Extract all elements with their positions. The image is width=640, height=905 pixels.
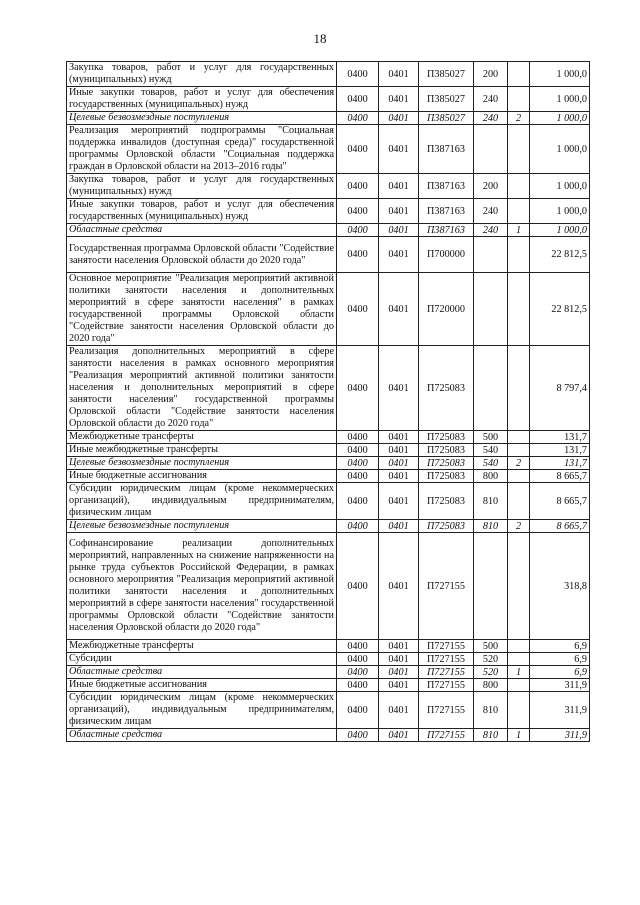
row-amount: 22 812,5 [530, 237, 590, 273]
row-funding-source [508, 653, 530, 666]
row-name: Межбюджетные трансферты [67, 431, 337, 444]
row-target-article: П727155 [419, 533, 474, 640]
row-funding-source [508, 62, 530, 87]
table-row [67, 640, 590, 653]
row-expense-type: 240 [474, 87, 508, 112]
table-row [67, 692, 590, 729]
row-expense-type: 240 [474, 199, 508, 224]
row-section: 0400 [337, 237, 379, 273]
row-funding-source: 1 [508, 729, 530, 742]
row-name: Областные средства [67, 666, 337, 679]
table-row [67, 483, 590, 520]
row-funding-source [508, 470, 530, 483]
row-target-article: П700000 [419, 237, 474, 273]
budget-table [66, 61, 590, 742]
row-amount: 1 000,0 [530, 112, 590, 125]
row-target-article: П725083 [419, 520, 474, 533]
row-subsection: 0401 [379, 125, 419, 174]
row-section: 0400 [337, 431, 379, 444]
row-target-article: П727155 [419, 692, 474, 729]
row-amount: 1 000,0 [530, 199, 590, 224]
table-row [67, 224, 590, 237]
row-name: Субсидии [67, 653, 337, 666]
row-target-article: П727155 [419, 640, 474, 653]
row-funding-source [508, 273, 530, 346]
row-subsection: 0401 [379, 174, 419, 199]
row-funding-source [508, 444, 530, 457]
row-section: 0400 [337, 692, 379, 729]
row-expense-type: 810 [474, 483, 508, 520]
row-name: Иные бюджетные ассигнования [67, 470, 337, 483]
row-amount: 1 000,0 [530, 125, 590, 174]
row-expense-type: 810 [474, 520, 508, 533]
row-expense-type: 540 [474, 457, 508, 470]
row-target-article: П727155 [419, 679, 474, 692]
row-section: 0400 [337, 457, 379, 470]
row-subsection: 0401 [379, 729, 419, 742]
row-target-article: П387163 [419, 125, 474, 174]
row-subsection: 0401 [379, 273, 419, 346]
row-name: Областные средства [67, 224, 337, 237]
table-row [67, 199, 590, 224]
row-name: Субсидии юридическим лицам (кроме некоммерческих организаций), индивидуальным предпринимателям, физическим лицам [67, 692, 337, 729]
row-expense-type: 520 [474, 666, 508, 679]
row-name: Закупка товаров, работ и услуг для государственных (муниципальных) нужд [67, 174, 337, 199]
table-row [67, 470, 590, 483]
row-amount: 311,9 [530, 679, 590, 692]
row-funding-source [508, 483, 530, 520]
row-name: Целевые безвозмездные поступления [67, 457, 337, 470]
row-target-article: П387163 [419, 199, 474, 224]
row-expense-type [474, 346, 508, 431]
row-target-article: П720000 [419, 273, 474, 346]
row-section: 0400 [337, 112, 379, 125]
row-name: Софинансирование реализации дополнительных мероприятий, направленных на снижение напряженности на рынке труда субъектов Российской Федерации, в рамках основного мероприятия "Реализация мероприятий активной политики занятости населения и дополнительных мероприятий в сфере занятости населения" государственной программы Орловской области "Содействие занятости населения Орловской области до 2020 года" [67, 533, 337, 640]
row-section: 0400 [337, 533, 379, 640]
row-section: 0400 [337, 346, 379, 431]
table-row [67, 346, 590, 431]
row-name: Иные закупки товаров, работ и услуг для обеспечения государственных (муниципальных) нужд [67, 87, 337, 112]
table-row [67, 112, 590, 125]
row-name: Субсидии юридическим лицам (кроме некоммерческих организаций), индивидуальным предпринимателям, физическим лицам [67, 483, 337, 520]
row-section: 0400 [337, 174, 379, 199]
row-section: 0400 [337, 87, 379, 112]
row-subsection: 0401 [379, 533, 419, 640]
row-subsection: 0401 [379, 444, 419, 457]
row-section: 0400 [337, 679, 379, 692]
row-expense-type: 500 [474, 431, 508, 444]
row-expense-type: 240 [474, 112, 508, 125]
row-name: Основное мероприятие "Реализация мероприятий активной политики занятости населения и дополнительных мероприятий в сфере занятости населения" в рамках государственной программы Орловской области "Содействие занятости населения Орловской области до 2020 года" [67, 273, 337, 346]
row-subsection: 0401 [379, 666, 419, 679]
table-row [67, 653, 590, 666]
row-target-article: П725083 [419, 457, 474, 470]
row-amount: 131,7 [530, 444, 590, 457]
row-funding-source [508, 174, 530, 199]
row-target-article: П385027 [419, 62, 474, 87]
table-row [67, 520, 590, 533]
row-amount: 8 665,7 [530, 483, 590, 520]
row-subsection: 0401 [379, 431, 419, 444]
row-amount: 8 797,4 [530, 346, 590, 431]
row-target-article: П727155 [419, 653, 474, 666]
row-section: 0400 [337, 199, 379, 224]
table-row [67, 125, 590, 174]
row-target-article: П725083 [419, 444, 474, 457]
row-name: Иные закупки товаров, работ и услуг для обеспечения государственных (муниципальных) нужд [67, 199, 337, 224]
row-funding-source [508, 237, 530, 273]
row-funding-source [508, 87, 530, 112]
row-expense-type: 810 [474, 729, 508, 742]
row-funding-source [508, 533, 530, 640]
row-target-article: П725083 [419, 483, 474, 520]
row-expense-type: 800 [474, 679, 508, 692]
row-subsection: 0401 [379, 224, 419, 237]
row-subsection: 0401 [379, 87, 419, 112]
row-name: Реализация дополнительных мероприятий в сфере занятости населения в рамках основного мероприятия "Реализация мероприятий активной политики занятости населения и дополнительных мероприятий в сфере занятости населения" государственной программы Орловской области "Содействие занятости населения Орловской области до 2020 года" [67, 346, 337, 431]
table-row [67, 444, 590, 457]
table-row [67, 533, 590, 640]
row-expense-type: 540 [474, 444, 508, 457]
row-amount: 6,9 [530, 640, 590, 653]
row-expense-type [474, 273, 508, 346]
row-target-article: П385027 [419, 87, 474, 112]
row-target-article: П725083 [419, 346, 474, 431]
table-row [67, 457, 590, 470]
row-funding-source: 1 [508, 224, 530, 237]
row-name: Иные межбюджетные трансферты [67, 444, 337, 457]
row-subsection: 0401 [379, 653, 419, 666]
row-target-article: П387163 [419, 174, 474, 199]
row-amount: 311,9 [530, 729, 590, 742]
row-section: 0400 [337, 640, 379, 653]
row-section: 0400 [337, 62, 379, 87]
row-amount: 131,7 [530, 431, 590, 444]
row-expense-type: 240 [474, 224, 508, 237]
row-subsection: 0401 [379, 62, 419, 87]
row-expense-type: 810 [474, 692, 508, 729]
row-amount: 1 000,0 [530, 224, 590, 237]
row-funding-source [508, 640, 530, 653]
row-name: Целевые безвозмездные поступления [67, 520, 337, 533]
row-section: 0400 [337, 224, 379, 237]
row-expense-type [474, 533, 508, 640]
row-name: Межбюджетные трансферты [67, 640, 337, 653]
row-subsection: 0401 [379, 346, 419, 431]
row-amount: 311,9 [530, 692, 590, 729]
row-funding-source [508, 692, 530, 729]
table-row [67, 729, 590, 742]
table-row [67, 237, 590, 273]
row-subsection: 0401 [379, 640, 419, 653]
row-name: Целевые безвозмездные поступления [67, 112, 337, 125]
row-amount: 1 000,0 [530, 174, 590, 199]
row-name: Закупка товаров, работ и услуг для государственных (муниципальных) нужд [67, 62, 337, 87]
row-target-article: П385027 [419, 112, 474, 125]
row-target-article: П725083 [419, 470, 474, 483]
row-section: 0400 [337, 273, 379, 346]
row-name: Областные средства [67, 729, 337, 742]
row-section: 0400 [337, 125, 379, 174]
row-funding-source: 2 [508, 112, 530, 125]
row-expense-type [474, 125, 508, 174]
row-expense-type [474, 237, 508, 273]
row-expense-type: 500 [474, 640, 508, 653]
table-row [67, 431, 590, 444]
row-funding-source [508, 431, 530, 444]
row-amount: 22 812,5 [530, 273, 590, 346]
row-name: Иные бюджетные ассигнования [67, 679, 337, 692]
row-target-article: П727155 [419, 666, 474, 679]
row-funding-source [508, 346, 530, 431]
page-number: 18 [313, 31, 327, 46]
row-target-article: П387163 [419, 224, 474, 237]
row-subsection: 0401 [379, 483, 419, 520]
row-section: 0400 [337, 483, 379, 520]
row-amount: 6,9 [530, 653, 590, 666]
row-subsection: 0401 [379, 520, 419, 533]
table-row [67, 666, 590, 679]
row-funding-source [508, 125, 530, 174]
row-funding-source [508, 199, 530, 224]
row-amount: 8 665,7 [530, 520, 590, 533]
row-name: Реализация мероприятий подпрограммы "Социальная поддержка инвалидов (доступная среда)" государственной программы Орловской области "Социальная поддержка граждан в Орловской области на 2013–2016 годы" [67, 125, 337, 174]
row-amount: 318,8 [530, 533, 590, 640]
row-amount: 6,9 [530, 666, 590, 679]
row-amount: 131,7 [530, 457, 590, 470]
table-row [67, 174, 590, 199]
row-amount: 8 665,7 [530, 470, 590, 483]
row-subsection: 0401 [379, 457, 419, 470]
row-expense-type: 800 [474, 470, 508, 483]
row-subsection: 0401 [379, 692, 419, 729]
row-section: 0400 [337, 729, 379, 742]
table-row [67, 679, 590, 692]
row-section: 0400 [337, 444, 379, 457]
table-row [67, 87, 590, 112]
row-subsection: 0401 [379, 112, 419, 125]
row-expense-type: 520 [474, 653, 508, 666]
row-amount: 1 000,0 [530, 62, 590, 87]
table-row [67, 273, 590, 346]
row-section: 0400 [337, 520, 379, 533]
row-section: 0400 [337, 653, 379, 666]
row-section: 0400 [337, 666, 379, 679]
row-subsection: 0401 [379, 237, 419, 273]
row-funding-source [508, 679, 530, 692]
table-row [67, 62, 590, 87]
row-target-article: П727155 [419, 729, 474, 742]
row-funding-source: 2 [508, 520, 530, 533]
row-expense-type: 200 [474, 62, 508, 87]
row-subsection: 0401 [379, 199, 419, 224]
row-subsection: 0401 [379, 679, 419, 692]
row-funding-source: 1 [508, 666, 530, 679]
row-section: 0400 [337, 470, 379, 483]
row-funding-source: 2 [508, 457, 530, 470]
row-target-article: П725083 [419, 431, 474, 444]
row-expense-type: 200 [474, 174, 508, 199]
row-subsection: 0401 [379, 470, 419, 483]
row-amount: 1 000,0 [530, 87, 590, 112]
row-name: Государственная программа Орловской области "Содействие занятости населения Орловской области до 2020 года" [67, 237, 337, 273]
